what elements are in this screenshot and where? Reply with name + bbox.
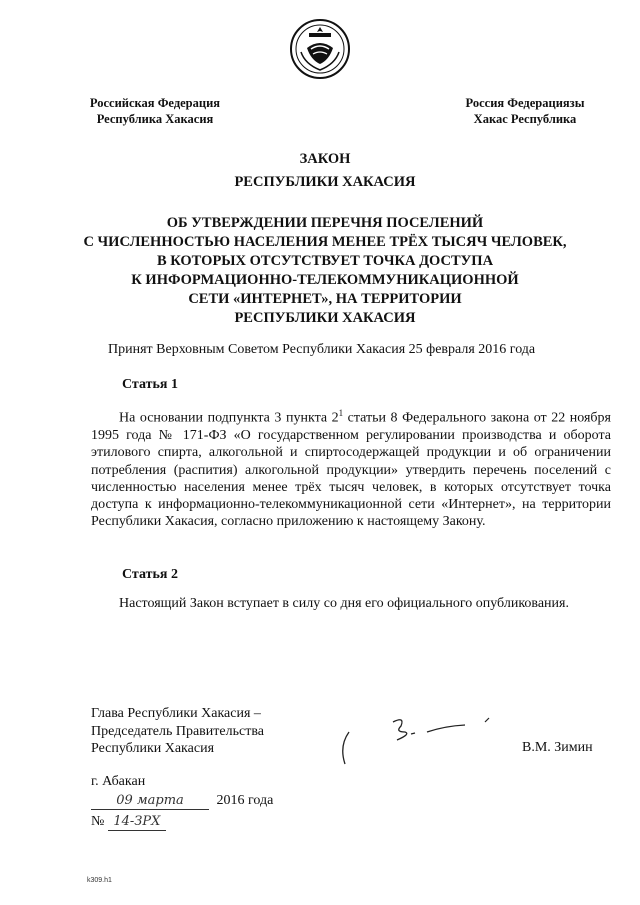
law-subject-line4: К ИНФОРМАЦИОННО-ТЕЛЕКОММУНИКАЦИОННОЙ [131, 272, 519, 288]
header-left-line2: Республика Хакасия [96, 112, 214, 126]
article-2-heading: Статья 2 [122, 567, 178, 582]
number-prefix: № [91, 814, 105, 829]
signatory-title-line3: Республики Хакасия [91, 741, 215, 756]
article-1-text-start: На основании подпункта 3 пункта 2 [119, 410, 339, 426]
law-subject-line6: РЕСПУБЛИКИ ХАКАСИЯ [234, 310, 416, 326]
coat-of-arms-emblem [289, 18, 351, 80]
header-left-line1: Российская Федерация [89, 96, 221, 110]
handwritten-date: 09 марта [116, 793, 184, 808]
signatory-title-line2: Председатель Правительства [91, 723, 264, 739]
article-2-text: Настоящий Закон вступает в силу со дня его официального опубликования. [119, 596, 569, 611]
signatory-title-line1: Глава Республики Хакасия – [91, 706, 261, 721]
article-1-heading: Статья 1 [122, 377, 178, 392]
signatory-name: В.М. Зимин [522, 740, 593, 755]
handwritten-signature [335, 712, 505, 770]
article-1-text-rest: статьи 8 Федерального закона от 22 ноября 1995 года № 171-ФЗ «О государственном регулировании производства и оборота этилового спирта, алкогольной и спиртосодержащей продукции и об ограничении потребления (распития) алкогольной продукции» утвердить перечень поселений с численностью населения менее трёх тысяч человек, в которых отсутствует точка доступа к информационно-телекоммуникационной сети «Интернет», на территории Республики Хакасия, согласно приложению к настоящему Закону. [91, 410, 611, 530]
law-subject-line5: СЕТИ «ИНТЕРНЕТ», НА ТЕРРИТОРИИ [188, 291, 462, 307]
law-title-line1: ЗАКОН [299, 151, 351, 167]
article-1-superscript: 1 [338, 408, 344, 418]
law-subject [60, 214, 590, 328]
law-title [60, 150, 590, 192]
law-subject-line1: ОБ УТВЕРЖДЕНИИ ПЕРЕЧНЯ ПОСЕЛЕНИЙ [166, 215, 484, 231]
law-number [91, 814, 166, 831]
header-right-line1: Россия Федерациязы [465, 96, 585, 110]
header-left [70, 95, 240, 127]
number-underline [108, 814, 166, 831]
article-1-text [91, 405, 611, 531]
date-underline [91, 793, 209, 810]
footer-document-code: k309.h1 [87, 877, 112, 884]
signing-date [91, 793, 273, 810]
signatory-title [91, 705, 311, 758]
adoption-statement: Принят Верховным Советом Республики Хакасия 25 февраля 2016 года [108, 342, 536, 357]
date-year: 2016 года [216, 793, 274, 808]
law-subject-line3: В КОТОРЫХ ОТСУТСТВУЕТ ТОЧКА ДОСТУПА [156, 253, 494, 269]
law-subject-line2: С ЧИСЛЕННОСТЬЮ НАСЕЛЕНИЯ МЕНЕЕ ТРЁХ ТЫСЯЧ ЧЕЛОВЕК, [83, 234, 567, 250]
law-title-line2: РЕСПУБЛИКИ ХАКАСИЯ [234, 174, 416, 190]
header-right [445, 95, 605, 127]
place-of-signing: г. Абакан [91, 774, 146, 789]
handwritten-number: 14-ЗРХ [113, 814, 161, 829]
header-right-line2: Хакас Республика [473, 112, 577, 126]
